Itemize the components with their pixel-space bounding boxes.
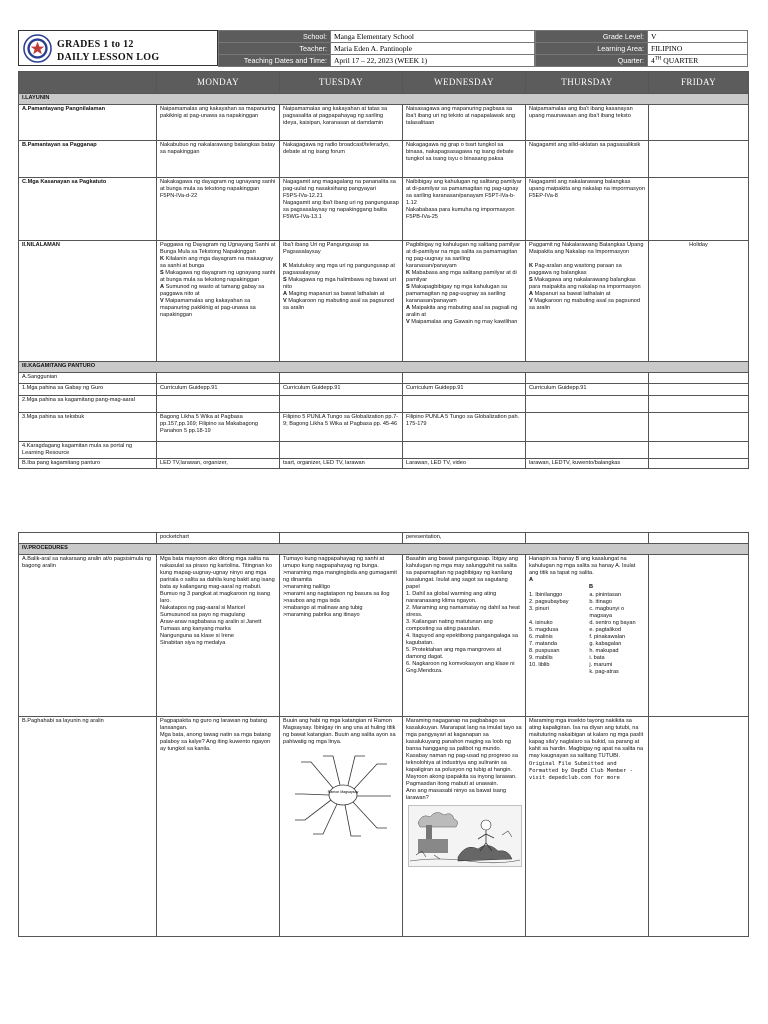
row-label-iba: B.Iba pang kagamitang panturo	[19, 459, 157, 469]
matching-pair-row	[529, 606, 645, 620]
v-text: Maipamamalas ang kakayahan sa mapanuring pakikinig at pag-unawa sa napakinggan	[160, 298, 256, 318]
section-layunin: I.LAYUNIN	[19, 94, 749, 105]
k-text: Kilalanin ang mga dayagram na maiuugnay sa sanhi at bunga	[160, 256, 274, 269]
cell-pangmag-monday	[157, 396, 280, 413]
cell-pangnilalaman-thursday: Naipamamalas ang iba't ibang kasanayan upang maunawaan ang iba't ibang teksto	[526, 105, 649, 141]
matching-item-a: 6. malinis	[529, 634, 553, 640]
logo-box	[18, 30, 218, 66]
s-text: Makagawa ng mga halimbawa ng bawat uri nito	[283, 277, 396, 290]
grade-value: V	[648, 31, 748, 43]
matching-item-b: i. bata	[589, 655, 605, 661]
cell-portal-monday	[157, 442, 280, 459]
cell-pangnilalaman-wednesday: Naisasagawa ang mapanuring pagbasa sa iba't ibang uri ng teksto at napapalawak ang talasalitaan	[403, 105, 526, 141]
lesson-log-table-part2	[18, 532, 749, 937]
cell-teksbuk-thursday	[526, 413, 649, 442]
s-marker: S	[406, 284, 410, 290]
cell-paghahabi-tuesday	[280, 717, 403, 937]
factory-chimney	[426, 825, 432, 841]
cell-gabay-tuesday: Curriculum Guidepp.91	[280, 384, 403, 396]
matching-item-a: 9. mabilis	[529, 655, 553, 661]
spoke-2	[323, 756, 340, 785]
matching-item-a: 4. isinuko	[529, 620, 553, 626]
cell-pangmag-tuesday	[280, 396, 403, 413]
deped-seal-icon	[23, 34, 52, 63]
a-text: Mapanuri sa bawat lathalain at	[533, 291, 611, 297]
nilalaman-thursday-title: Paggamit ng Nakalarawang Balangkas Upang Maipakita ang Nakalap na Impormasyon	[529, 242, 644, 255]
spoke-7	[345, 805, 361, 836]
day-header-monday: MONDAY	[157, 72, 280, 94]
s-text: Makagawa ng dayagram ng ugnayang sanhi at bunga mula sa tekstong napakinggan	[160, 270, 276, 283]
spoke-6	[353, 802, 387, 828]
nilalaman-monday-a	[160, 284, 276, 298]
cell-pangnilalaman-tuesday: Naipamamalas ang kakayahan at tatas sa pagsasalita at pagpapahayag ng sariling ideya, kaisipan, karanasan at damdamin	[280, 105, 403, 141]
cell-balik-thursday	[526, 555, 649, 717]
matching-item-b: k. pag-atras	[589, 669, 619, 675]
cell-balik-monday: Mga bata mayroon ako ditong mga salita na nakasulat sa piraso ng kartolina. Titingnan ko kung mapag-uugnay-ugnay ninyo ang mga parirala o salita sa dahila kung bakit ang isang bata ay kailangang mag-aaral ng mabuti. Bumuo ng 3 pangkat at magkaroon ng isang laro. Nakatapos ng pag-aaral si Maricel Sumusunod sa payo ng magulang Araw-araw nagbabasa ng aralin si Janett Tumaas ang kanyang marka Nangunguna sa klase si Irene Sinabitan siya ng medalya	[157, 555, 280, 717]
cell-balik-wednesday: Basahin ang bawat pangungusap. Ibigay ang kahulugan ng mga may salungguhit na salita sa papamagitan ng pagbibigay ng kanilang kasalungat. Isulat ang sagot sa sagutang papel 1. Dahil sa global warming ang ating nararanasang klima ngayon. 2. Maraming ang namamatay ng dahil sa heat stress. 3. Kailangan nating matutunan ang composting sa ating paaralan. 4. Itaguyod ang epektibong pangangalaga sa kagubatan. 5. Protektahan ang mga mangroves at damong dagat. 6. Nagkaroon ng komvokasyon ang klase ni Gng.Mendoza.	[403, 555, 526, 717]
cell-pagganap-monday: Nakabubuo ng nakalarawang balangkas batay sa napakinggan	[157, 141, 280, 178]
matching-pair-row	[529, 592, 645, 599]
nilalaman-monday-s	[160, 270, 276, 284]
matching-pair-row	[529, 634, 645, 641]
matching-pair-row	[529, 662, 645, 669]
quarter-word: QUARTER	[661, 56, 699, 65]
spoke-10	[295, 794, 329, 795]
page-header	[18, 30, 748, 66]
a-marker: A	[529, 291, 534, 297]
k-text: Mababasa ang mga salitang pamilyar at di pamilyar	[406, 270, 517, 283]
row-label-balik-aral: A.Balik-aral sa nakaraang aralin at/o pagsisimula ng bagong aralin	[19, 555, 157, 717]
school-value: Manga Elementary School	[331, 31, 535, 43]
cell-nilalaman-wednesday	[403, 241, 526, 362]
a-marker: A	[283, 291, 288, 297]
row-label-kasanayan: C.Mga Kasanayan sa Pagkatuto	[19, 178, 157, 241]
semantic-web-diagram	[293, 750, 393, 840]
cell-paghahabi-wednesday	[403, 717, 526, 937]
day-header-wednesday: WEDNESDAY	[403, 72, 526, 94]
k-marker: K	[406, 270, 411, 276]
corner-cell	[19, 72, 157, 94]
cell-sanggunian-monday	[157, 373, 280, 384]
diagram-center-label: Ramon Magsaysay	[327, 790, 359, 794]
cell-pagganap-tuesday: Nakagagawa ng radio broadcast/teleradyo, debate at ng isang forum	[280, 141, 403, 178]
row-label-pagganap: B.Pamantayan sa Pagganap	[19, 141, 157, 178]
spoke-8	[313, 804, 337, 834]
factory-building	[418, 839, 448, 853]
cell-cont-label	[19, 533, 157, 544]
nilalaman-tuesday-v	[283, 298, 399, 312]
day-header-thursday: THURSDAY	[526, 72, 649, 94]
k-marker: K	[529, 263, 534, 269]
v-text: Magkaroon ng mabuting asal sa pagsunod sa aralin	[283, 298, 395, 311]
matching-item-a: 8. puspusan	[529, 648, 560, 654]
matching-pairs	[529, 592, 645, 676]
matching-item-b: g. kabagalan	[589, 641, 622, 647]
matching-item-a: 7. matanda	[529, 641, 557, 647]
nilalaman-wednesday-title: Pagbibigay ng kahulugan ng salitang pamilyar at di-pamilyar na mga salita sa pamamagitan ng pag-uugnay sa sariling karanasan/panayam	[406, 242, 521, 269]
matching-item-b: e. pagtalikod	[589, 627, 622, 633]
a-text: Maging mapanuri sa bawat lathalain at	[287, 291, 385, 297]
matching-item-a: 10. liblib	[529, 662, 550, 668]
a-text: Sumunod ng wasto at tamang gabay sa paggawa nito at	[160, 284, 265, 297]
v-marker: V	[160, 298, 164, 304]
spacer	[529, 256, 645, 263]
matching-pair-row	[529, 599, 645, 606]
day-header-tuesday: TUESDAY	[280, 72, 403, 94]
cell-nilalaman-friday: Holiday	[649, 241, 749, 362]
cell-pagganap-thursday: Nagagamit ang silid-aklatan sa pagsasaliksik	[526, 141, 649, 178]
cell-pangmag-friday	[649, 396, 749, 413]
matching-instructions: Hanapin sa hanay B ang kasalungat na kahulugan ng mga salita sa hanay A. Isulat ang titik sa tapat ng salita.	[529, 556, 636, 576]
spoke-9	[295, 800, 331, 820]
a-text: Maipakita ang mabuting asal sa pagsali ng aralin at	[406, 305, 518, 318]
matching-col-b-heading: B	[589, 584, 594, 590]
cell-teksbuk-monday: Bagong Likha 5 Wika at Pagbasa pp.157,pp.169; Filipino sa Makabagong Panahon 5 pp.18-19	[157, 413, 280, 442]
quarter-label: Quarter:	[536, 55, 648, 67]
nilalaman-wednesday-a	[406, 305, 522, 319]
row-label-paghahabi: B.Paghahabi sa layunin ng aralin	[19, 717, 157, 937]
row-label-pangmag: 2.Mga pahina sa kagamitang pang-mag-aaral	[19, 396, 157, 413]
cell-sanggunian-tuesday	[280, 373, 403, 384]
nilalaman-monday-v	[160, 298, 276, 319]
row-label-sanggunian: A.Sanggunian	[19, 373, 157, 384]
spoke-4	[354, 764, 387, 789]
cell-portal-friday	[649, 442, 749, 459]
matching-item-b: h. makupad	[589, 648, 619, 654]
spacer	[283, 256, 399, 263]
dates-label: Teaching Dates and Time:	[219, 55, 331, 67]
section-procedures: IV.PROCEDURES	[19, 544, 749, 555]
paghahabi-thursday-text: Maraming mga insekto tayong nakikita sa ating kapaligiran. Isa na diyan ang tutubi, na maituturing nakaibigan at kalaro ng mga paslit kapag sila'y naglalaro sa bukid, sa parang at kahit sa hardin. Magbigay ng apat na salita na may kaugnayan sa salitang TUTUBI.	[529, 718, 644, 759]
dates-value: April 17 – 22, 2023 (WEEK 1)	[331, 55, 535, 67]
cell-gabay-thursday: Curriculum Guidepp.91	[526, 384, 649, 396]
cell-balik-friday	[649, 555, 749, 717]
matching-pair-row	[529, 655, 645, 662]
row-label-pangnilalaman: A.Pamantayang Pangnilalaman	[19, 105, 157, 141]
matching-pair-row	[529, 648, 645, 655]
school-info-table	[218, 30, 535, 67]
cell-kasanayan-thursday: Nagagamit ang nakalarawang balangkas upang maipakita ang nakalap na impormasyon F5EP-IVa-8	[526, 178, 649, 241]
v-marker: V	[406, 319, 410, 325]
pollution-cartoon-image	[408, 805, 522, 867]
nilalaman-thursday-k	[529, 263, 645, 277]
matching-item-a: 1. Ibinilanggo	[529, 592, 563, 598]
cell-pangnilalaman-monday: Naipamamalas ang kakayahan sa mapanuring pakikinig at pag-unawa sa napakinggan	[157, 105, 280, 141]
cell-portal-thursday	[526, 442, 649, 459]
matching-item-a: 3. pinuri	[529, 606, 549, 612]
nilalaman-wednesday-s	[406, 284, 522, 305]
cell-sanggunian-thursday	[526, 373, 649, 384]
cell-iba-wednesday: Larawan, LED TV, video	[403, 459, 526, 469]
spoke-1	[301, 762, 333, 788]
v-text: Magkaroon ng mabuting asal sa pagsunod sa aralin	[529, 298, 641, 311]
k-text: Matutukoy ang mga uri ng pangungusap at pagsasalaysay	[283, 263, 395, 276]
cell-portal-tuesday	[280, 442, 403, 459]
cell-teksbuk-tuesday: Filipino 5 PUNLA Tungo sa Globalization pp.7-9; Bagong Likha 5 Wika at Pagbasa pp. 45-46	[280, 413, 403, 442]
nilalaman-tuesday-a	[283, 291, 399, 298]
matching-item-b: j. marumi	[589, 662, 613, 668]
a-marker: A	[406, 305, 411, 311]
cell-gabay-friday	[649, 384, 749, 396]
cell-paghahabi-friday	[649, 717, 749, 937]
matching-item-b: f. pinakawalan	[589, 634, 626, 640]
nilalaman-thursday-s	[529, 277, 645, 291]
cell-iba-monday: LED TV,larawan, organizer,	[157, 459, 280, 469]
nilalaman-thursday-v	[529, 298, 645, 312]
diagram-center-oval	[329, 785, 357, 805]
s-marker: S	[283, 277, 287, 283]
quarter-value	[648, 55, 748, 67]
nilalaman-wednesday-v	[406, 319, 522, 326]
cell-iba-tuesday: tsart, organizer, LED TV, larawan	[280, 459, 403, 469]
cell-kasanayan-friday	[649, 178, 749, 241]
cell-pangnilalaman-friday	[649, 105, 749, 141]
person-head	[481, 820, 491, 830]
dll-title-line1: GRADES 1 to 12	[57, 39, 134, 50]
school-label: School:	[219, 31, 331, 43]
nilalaman-tuesday-k	[283, 263, 399, 277]
paghahabi-tuesday-text: Buuin ang habi ng mga katangian ni Ramon Magsaysay. Ibinigay rin ang una at huling titik ng bawat katangian. Buuin ang salita ayon sa pahiwatig ng mga linya.	[283, 718, 396, 745]
matching-item-b: d. sentro ng bayan	[589, 620, 636, 626]
cell-cont-friday	[649, 533, 749, 544]
day-header-friday: FRIDAY	[649, 72, 749, 94]
teacher-value: Maria Eden A. Pantinople	[331, 43, 535, 55]
matching-item-b: a. pinintasan	[589, 592, 622, 598]
cell-gabay-wednesday: Curriculum Guidepp.91	[403, 384, 526, 396]
cell-paghahabi-monday: Pagpapakita ng guro ng larawan ng batang lansangan. Mga bata, anong tawag natin sa mga batang palaboy sa kalye? Ang iting kuwento ngayon ay tungkol sa kanila.	[157, 717, 280, 937]
nilalaman-tuesday-title: Iba't ibang Uri ng Pangungusap sa Pagsasalaysay	[283, 242, 369, 255]
k-marker: K	[160, 256, 165, 262]
cell-portal-wednesday	[403, 442, 526, 459]
dll-title-line2: DAILY LESSON LOG	[57, 52, 160, 63]
cell-pangmag-thursday	[526, 396, 649, 413]
nilalaman-thursday-a	[529, 291, 645, 298]
v-marker: V	[283, 298, 287, 304]
cell-sanggunian-wednesday	[403, 373, 526, 384]
cell-nilalaman-thursday	[526, 241, 649, 362]
area-label: Learning Area:	[536, 43, 648, 55]
cell-pagganap-wednesday: Nakagagawa ng grap o tsart tungkol sa binasa, nakapagsasagawa ng isang debate tungkol sa isang isyu o binasang paksa	[403, 141, 526, 178]
nilalaman-tuesday-s	[283, 277, 399, 291]
cell-nilalaman-tuesday	[280, 241, 403, 362]
cell-kasanayan-monday: Nakakagawa ng dayagram ng ugnayang sanhi at bunga mula sa tekstong napakinggan F5PN-IVa-d-22	[157, 178, 280, 241]
k-text: Pag-aralan ang wastong paraan sa paggawa ng balangkas	[529, 263, 622, 276]
quarter-number: 4	[651, 56, 655, 65]
a-marker: A	[160, 284, 165, 290]
matching-pair-row	[529, 641, 645, 648]
matching-pair-row	[529, 620, 645, 627]
cell-sanggunian-friday	[649, 373, 749, 384]
s-marker: S	[160, 270, 164, 276]
cell-cont-thursday	[526, 533, 649, 544]
s-text: Makapagbibigay ng mga kahulugan sa pamamagitan ng pag-uugnay sa sariling karanasan/panayam	[406, 284, 508, 304]
cell-kasanayan-wednesday: Naibibigay ang kahulugan ng salitang pamilyar at di-pamilyar sa pamamagitan ng pag-ugnay sa sariling karanasan/panayam F5PT-IVa-b-1.12 Nakababasa para kumuha ng impormasyon F5PB-IVa-25	[403, 178, 526, 241]
cell-teksbuk-friday	[649, 413, 749, 442]
cell-pangmag-wednesday	[403, 396, 526, 413]
s-marker: S	[529, 277, 533, 283]
v-text: Maipamalas ang Gawain ng may kawilihan	[409, 319, 518, 325]
cell-cont-monday: pocketchart	[157, 533, 280, 544]
cell-cont-wednesday: peresentation,	[403, 533, 526, 544]
cell-iba-friday	[649, 459, 749, 469]
cell-gabay-monday: Curriculum Guidepp.91	[157, 384, 280, 396]
spoke-3	[348, 756, 365, 785]
matching-pair-row	[529, 627, 645, 634]
grade-label: Grade Level:	[536, 31, 648, 43]
cell-kasanayan-tuesday: Nagagamit ang magagalang na pananalita sa pag-uulat ng nasaksihang pangyayari F5PS-IVa-12.21 Nagagamit ang iba't ibang uri ng pangungusap sa pagsasalaysay ng napakinggang balita F5WG-IVa-13.1	[280, 178, 403, 241]
paghahabi-wednesday-text: Maraming nagaganap na pagbabago sa kasalukuyan. Mararapat lang na imulat tayo sa mga pangyayari at kaganapan sa kasalukuyang panahon maging sa loob ng bansa hanggang sa palibot ng mundo. Kasabay naman ng pag-usad ng progreso sa teknolohiya at industriya ang suliranin sa kapaligiran sa polusyon ng tubig at hangin. Mayroon akong ipapakita sa inyong larawan. Pagmasdan itong mabuti at unawain. Ano ang masasabi ninyo sa bawat isang larawan?	[406, 718, 522, 801]
s-text: Makagawa ang nakalarawang balangkas para maipakita ang nakalap na impormasyon	[529, 277, 641, 290]
matching-item-a	[529, 669, 589, 676]
k-marker: K	[283, 263, 288, 269]
cell-balik-tuesday: Tumayo kung nagpapahayag ng sanhi at umupo kung nagpapahayag ng bunga. >maraming mga mangingisda ang gumagamit ng dinamita >maraming naliligo >marami ang nagtatapon ng basura sa ilog >naubos ang mga isda >mabango at malinaw ang tubig >maraming pabrika ang itinayo	[280, 555, 403, 717]
row-label-teksbuk: 3.Mga pahina sa teksbuk	[19, 413, 157, 442]
matching-col-a-heading: A	[529, 577, 534, 583]
matching-item-b: b. itinago	[589, 599, 613, 605]
lesson-log-table-part1	[18, 71, 749, 469]
matching-pair-row	[529, 669, 645, 676]
cell-paghahabi-thursday	[526, 717, 649, 937]
depedclub-credit-note: Original File Submitted and Formatted by DepEd Club Member - visit depedclub.com for more	[529, 761, 633, 781]
cell-cont-tuesday	[280, 533, 403, 544]
matching-item-a: 5. magdusa	[529, 627, 559, 633]
row-label-gabay: 1.Mga pahina sa Gabay ng Guro	[19, 384, 157, 396]
nilalaman-wednesday-k	[406, 270, 522, 284]
cell-iba-thursday: larawan, LEDTV, kuwento/balangkas	[526, 459, 649, 469]
nilalaman-monday-k	[160, 256, 276, 270]
row-label-portal: 4.Karagdagang kagamitan mula sa portal ng Learning Resource	[19, 442, 157, 459]
grade-info-table	[535, 30, 748, 67]
v-marker: V	[529, 298, 533, 304]
row-label-nilalaman: II.NILALAMAN	[19, 241, 157, 362]
teacher-label: Teacher:	[219, 43, 331, 55]
quarter-suffix: TH	[654, 56, 662, 62]
nilalaman-monday-title: Paggawa ng Dayagram ng Ugnayang Sanhi at Bunga Mula sa Tekstong Napakinggan	[160, 242, 276, 255]
cell-teksbuk-wednesday: Filipino PUNLA 5 Tungo sa Globalization pah. 175-179	[403, 413, 526, 442]
cell-pagganap-friday	[649, 141, 749, 178]
section-kagamitan: III.KAGAMITANG PANTURO	[19, 362, 749, 373]
area-value: FILIPINO	[648, 43, 748, 55]
cell-nilalaman-monday	[157, 241, 280, 362]
matching-item-a: 2. pagsubaybay	[529, 599, 569, 605]
matching-item-b: c. magbunyi o magsaya	[589, 606, 625, 619]
